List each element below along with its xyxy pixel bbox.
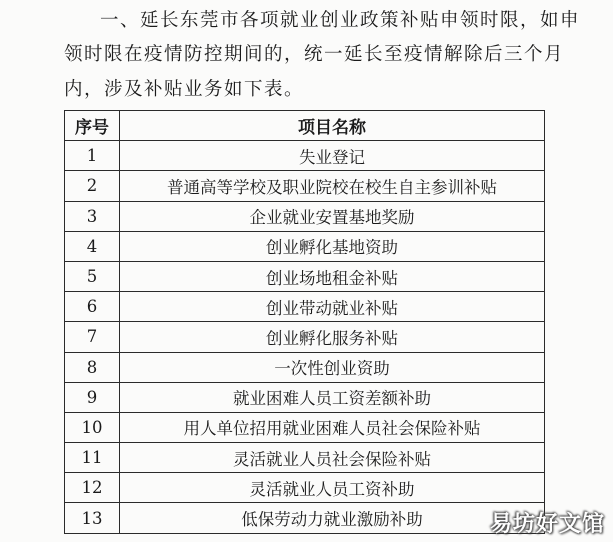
row-serial-number: 12 — [65, 473, 120, 503]
table-row — [65, 171, 545, 201]
paragraph-line: 内，涉及补贴业务如下表。 — [64, 79, 305, 100]
table-row — [65, 231, 545, 261]
row-serial-number: 8 — [65, 352, 120, 382]
table-row — [65, 382, 545, 412]
paragraph-line: 一、延长东莞市各项就业创业政策补贴申领时限，如申 — [100, 10, 581, 31]
table-row — [65, 261, 545, 291]
row-item-name: 企业就业安置基地奖励 — [120, 201, 545, 231]
row-serial-number: 1 — [65, 141, 120, 171]
row-serial-number: 3 — [65, 201, 120, 231]
table-row — [65, 201, 545, 231]
paragraph-line: 领时限在疫情防控期间的，统一延长至疫情解除后三个月 — [64, 44, 565, 65]
table-row — [65, 443, 545, 473]
row-item-name: 低保劳动力就业激励补助 — [120, 503, 545, 533]
table-row — [65, 352, 545, 382]
header-serial-number: 序号 — [65, 111, 120, 141]
watermark-logo: 易坊好文馆 — [489, 512, 605, 537]
row-item-name: 失业登记 — [120, 141, 545, 171]
row-item-name: 普通高等学校及职业院校在校生自主参训补贴 — [120, 171, 545, 201]
row-item-name: 创业孵化服务补贴 — [120, 322, 545, 352]
row-item-name: 一次性创业资助 — [120, 352, 545, 382]
row-serial-number: 9 — [65, 382, 120, 412]
row-serial-number: 7 — [65, 322, 120, 352]
row-serial-number: 5 — [65, 261, 120, 291]
header-item-name: 项目名称 — [120, 111, 545, 141]
row-item-name: 创业带动就业补贴 — [120, 292, 545, 322]
row-serial-number: 10 — [65, 412, 120, 442]
table-row — [65, 412, 545, 442]
table-row — [65, 322, 545, 352]
table-header-row — [65, 111, 545, 141]
row-item-name: 创业孵化基地资助 — [120, 231, 545, 261]
row-serial-number: 4 — [65, 231, 120, 261]
row-serial-number: 13 — [65, 503, 120, 533]
subsidy-table — [64, 110, 545, 534]
row-item-name: 灵活就业人员工资补助 — [120, 473, 545, 503]
row-item-name: 灵活就业人员社会保险补贴 — [120, 443, 545, 473]
row-serial-number: 11 — [65, 443, 120, 473]
row-serial-number: 6 — [65, 292, 120, 322]
table-row — [65, 503, 545, 533]
table-row — [65, 292, 545, 322]
table-row — [65, 141, 545, 171]
row-item-name: 用人单位招用就业困难人员社会保险补贴 — [120, 412, 545, 442]
row-item-name: 创业场地租金补贴 — [120, 261, 545, 291]
row-serial-number: 2 — [65, 171, 120, 201]
row-item-name: 就业困难人员工资差额补助 — [120, 382, 545, 412]
table-row — [65, 473, 545, 503]
